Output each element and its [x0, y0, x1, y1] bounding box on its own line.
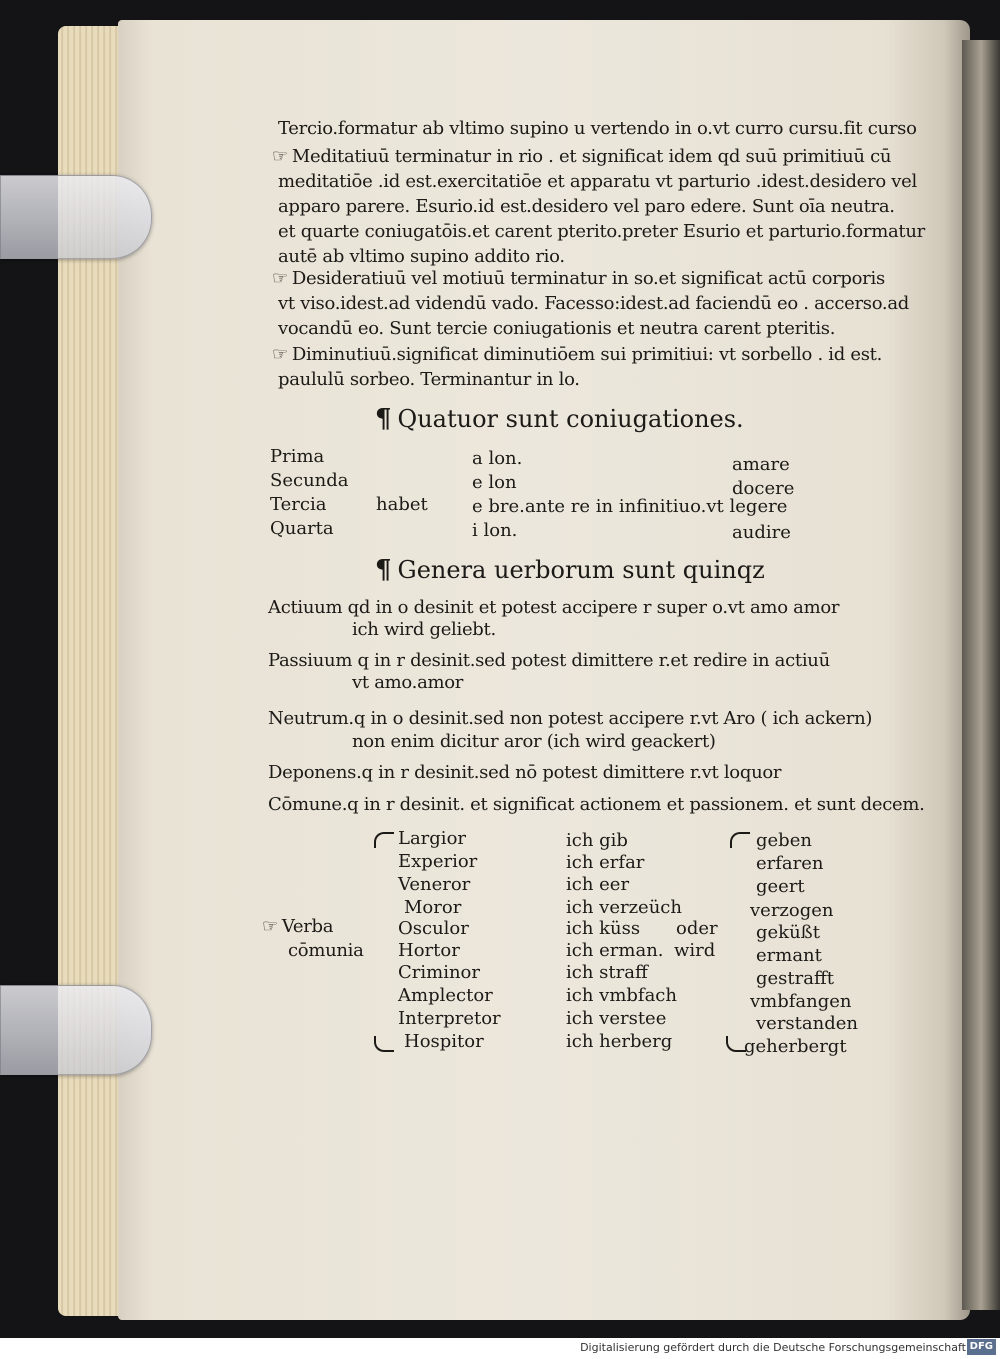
communia-latin: Largior	[398, 828, 467, 849]
pilcrow-icon: ¶	[375, 555, 392, 585]
conj-example: docere	[732, 478, 795, 499]
communia-german: ich erfar	[566, 852, 645, 873]
section-heading: ¶ Genera uerborum sunt quinqz	[375, 555, 765, 585]
pointing-hand-icon: ☞	[272, 268, 288, 289]
communia-german: ich küss	[566, 918, 641, 939]
page-clip-top	[0, 175, 152, 259]
pilcrow-icon: ¶	[375, 404, 392, 434]
communia-participle: ermant	[756, 945, 822, 966]
text-line: ich wird geliebt.	[352, 619, 496, 640]
communia-participle: vmbfangen	[750, 991, 852, 1012]
text-line: Actiuum qd in o desinit et potest accipere r super o.vt amo amor	[268, 597, 840, 618]
communia-participle: geben	[756, 830, 812, 851]
text-line: ☞ Diminutiuū.significat diminutiōem sui primitiui: vt sorbello . id est.	[272, 344, 883, 365]
text-line: apparo parere. Esurio.id est.desidero vel paro edere. Sunt oīa neutra.	[278, 196, 895, 217]
communia-participle: erfaren	[756, 853, 824, 874]
text-line: meditatiōe .id est.exercitatiōe et apparatu vt parturio .idest.desidero vel	[278, 171, 917, 192]
section-heading: ¶ Quatuor sunt coniugationes.	[375, 404, 744, 434]
communia-latin: Hospitor	[404, 1031, 484, 1052]
conj-ending: i lon.	[472, 520, 518, 541]
communia-german: ich verzeüch	[566, 897, 682, 918]
pointing-hand-icon: ☞	[272, 146, 288, 167]
communia-label: cōmunia	[288, 940, 364, 961]
conj-name: Tercia	[270, 494, 327, 515]
communia-participle: geherbergt	[744, 1036, 847, 1057]
pointing-hand-icon: ☞	[272, 344, 288, 365]
conj-name: Prima	[270, 446, 325, 467]
conj-name: Secunda	[270, 470, 349, 491]
text-line: Tercio.formatur ab vltimo supino u vertendo in o.vt curro cursu.fit curso	[278, 118, 917, 139]
brace-mark	[730, 832, 750, 848]
text-line: et quarte coniugatōis.et carent pterito.preter Esurio et parturio.formatur	[278, 221, 925, 242]
communia-wird: wird	[674, 940, 716, 961]
text-line: non enim dicitur aror (ich wird geackert)	[352, 731, 716, 752]
communia-german: ich erman.	[566, 940, 664, 961]
pointing-hand-icon: ☞	[262, 916, 278, 937]
communia-german: ich vmbfach	[566, 985, 677, 1006]
brace-mark	[374, 832, 394, 848]
dfg-logo: DFG	[967, 1339, 996, 1355]
communia-german: ich herberg	[566, 1031, 673, 1052]
text-line: vocandū eo. Sunt tercie coniugationis et neutra carent pteritis.	[278, 318, 836, 339]
conj-name: Quarta	[270, 518, 334, 539]
communia-latin: Moror	[404, 897, 462, 918]
communia-latin: Criminor	[398, 962, 480, 983]
communia-latin: Hortor	[398, 940, 460, 961]
communia-latin: Amplector	[398, 985, 493, 1006]
communia-latin: Experior	[398, 851, 478, 872]
verba-label: ☞ Verba	[262, 916, 334, 937]
text-line: vt viso.idest.ad videndū vado. Facesso:idest.ad faciendū eo . accerso.ad	[278, 293, 910, 314]
text-line: Neutrum.q in o desinit.sed non potest accipere r.vt Aro ( ich ackern)	[268, 708, 873, 729]
conj-ending: e bre.ante re in infinitiuo.vt legere	[472, 496, 788, 517]
text-line: autē ab vltimo supino addito rio.	[278, 246, 565, 267]
communia-participle: verzogen	[750, 900, 834, 921]
conj-ending: e lon	[472, 472, 517, 493]
communia-oder: oder	[676, 918, 718, 939]
conj-example: amare	[732, 454, 790, 475]
communia-latin: Interpretor	[398, 1008, 501, 1029]
brace-mark	[726, 1036, 746, 1052]
brace-mark	[374, 1036, 394, 1052]
text-line: paululū sorbeo. Terminantur in lo.	[278, 369, 580, 390]
funding-credit: Digitalisierung gefördert durch die Deutsche Forschungsgemeinschaft	[580, 1341, 966, 1354]
text-line: Passiuum q in r desinit.sed potest dimittere r.et redire in actiuū	[268, 650, 830, 671]
communia-participle: geküßt	[756, 922, 820, 943]
conj-ending: a lon.	[472, 448, 523, 469]
text-line: ☞ Desideratiuū vel motiuū terminatur in so.et significat actū corporis	[272, 268, 885, 289]
communia-latin: Osculor	[398, 918, 469, 939]
communia-participle: gestrafft	[756, 968, 835, 989]
text-line: vt amo.amor	[352, 672, 464, 693]
text-line: ☞ Meditatiuū terminatur in rio . et significat idem qd suū primitiuū cū	[272, 146, 892, 167]
page-clip-bottom	[0, 985, 152, 1075]
communia-german: ich gib	[566, 830, 628, 851]
communia-german: ich verstee	[566, 1008, 667, 1029]
text-line: Cōmune.q in r desinit. et significat actionem et passionem. et sunt decem.	[268, 794, 925, 815]
conj-habet: habet	[376, 494, 428, 515]
communia-participle: geert	[756, 876, 805, 897]
communia-latin: Veneror	[398, 874, 471, 895]
communia-german: ich straff	[566, 962, 648, 983]
communia-participle: verstanden	[756, 1013, 858, 1034]
text-line: Deponens.q in r desinit.sed nō potest dimittere r.vt loquor	[268, 762, 782, 783]
communia-german: ich eer	[566, 874, 630, 895]
conj-example: audire	[732, 522, 791, 543]
